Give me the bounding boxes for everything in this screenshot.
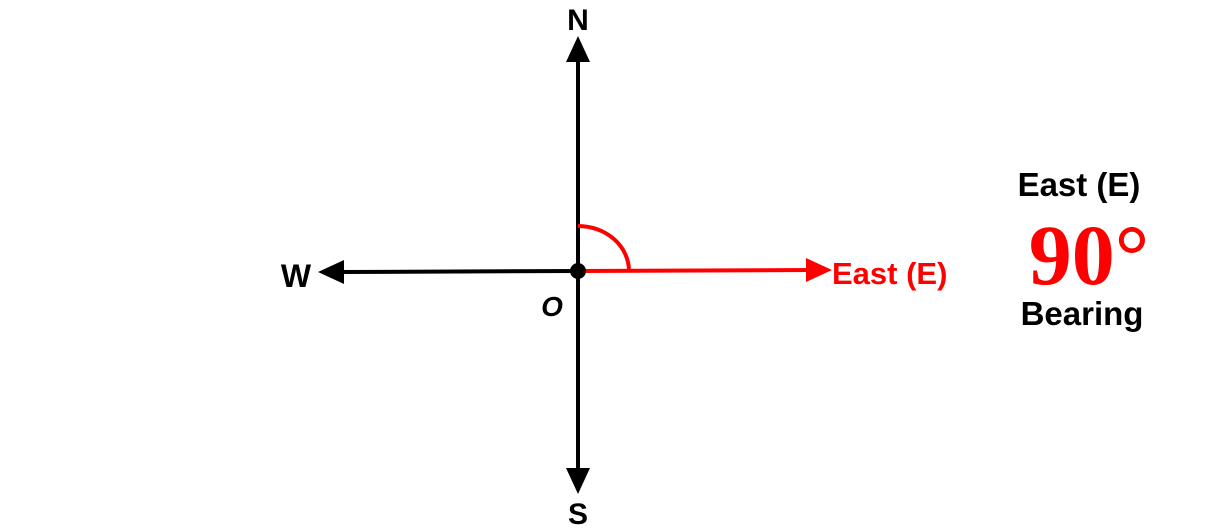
east-ray [578, 270, 812, 271]
origin-label: O [541, 291, 563, 322]
west-label: W [280, 258, 312, 294]
bearing-caption: Bearing [1020, 295, 1144, 332]
north-label: N [567, 4, 589, 37]
west-axis [340, 271, 578, 272]
south-label: S [567, 498, 589, 529]
east-arrowhead [806, 258, 832, 282]
south-arrowhead [566, 468, 590, 494]
north-arrowhead [566, 36, 590, 62]
bearing-value: 90° [1028, 207, 1150, 303]
bearing-angle-arc [578, 226, 629, 271]
east-label: East (E) [832, 256, 948, 291]
west-arrowhead [318, 260, 344, 284]
direction-heading: East (E) [1017, 166, 1141, 203]
origin-point [570, 263, 586, 279]
